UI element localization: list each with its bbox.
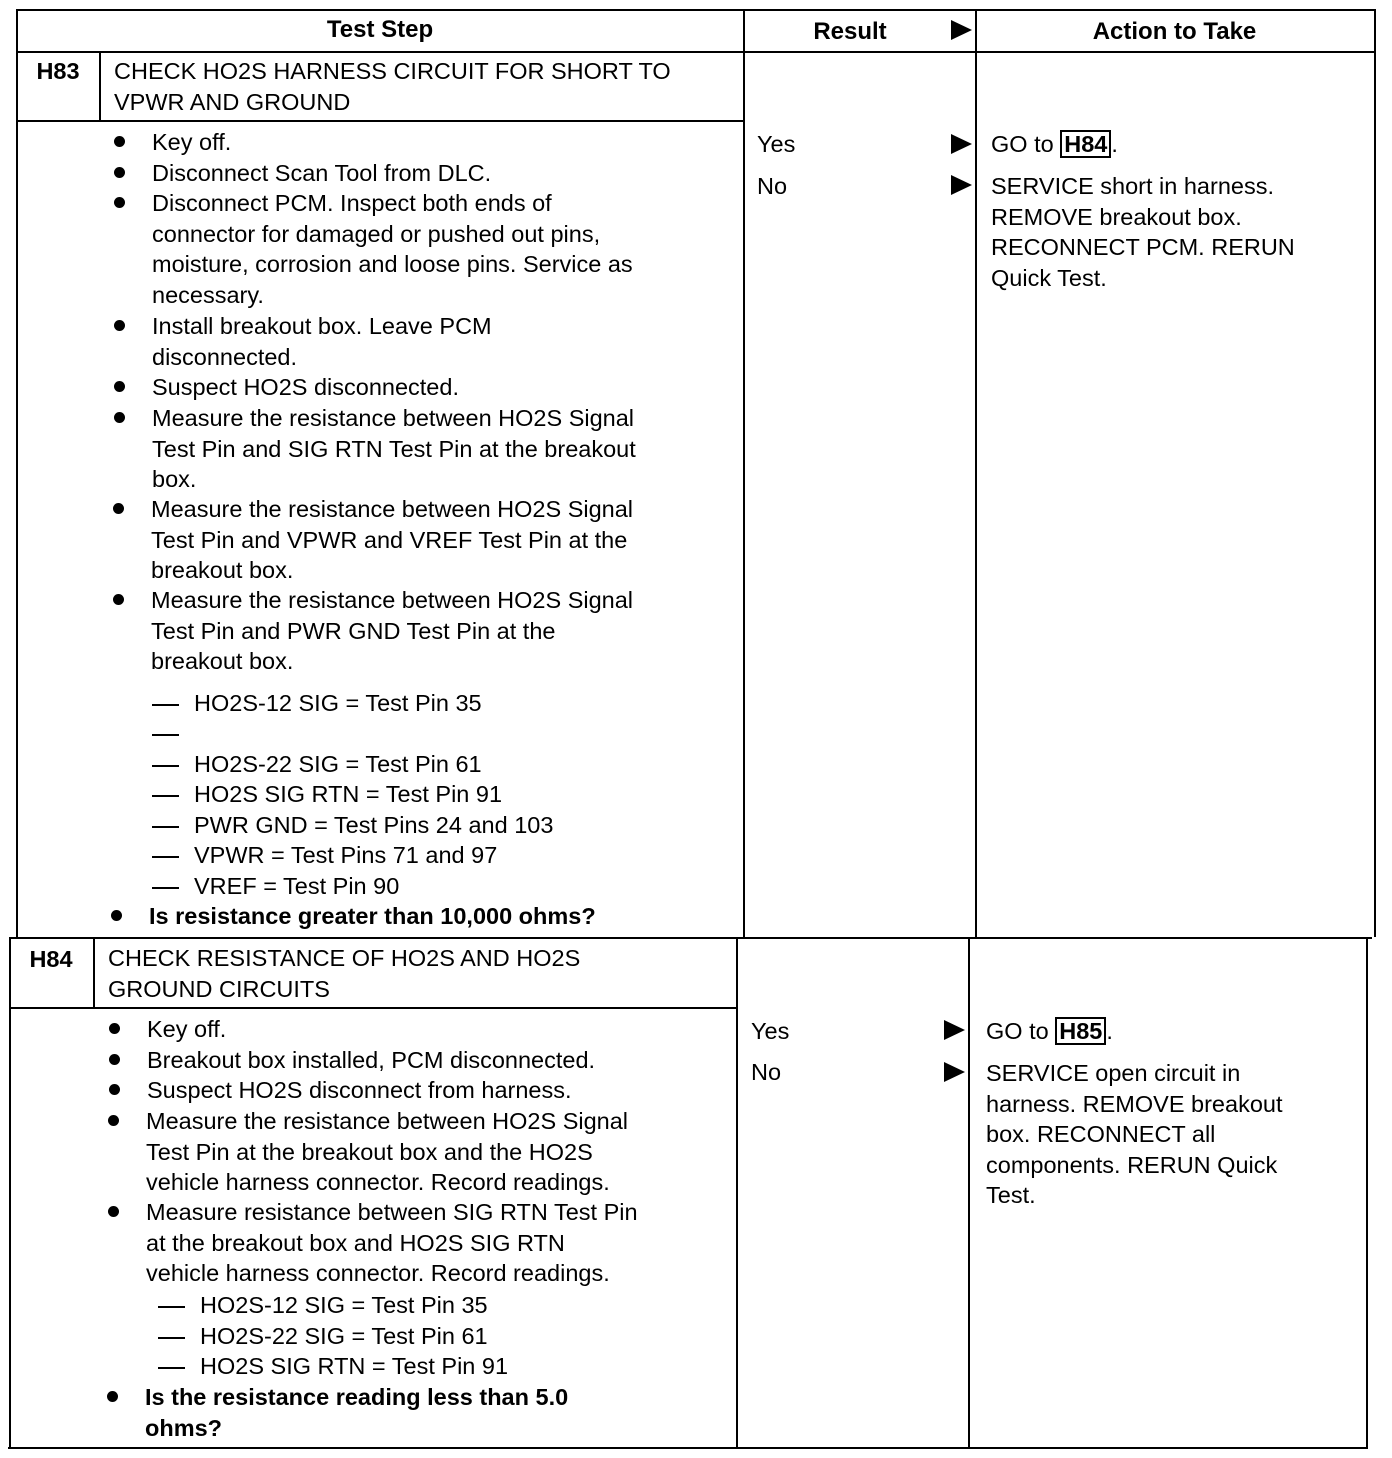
list-item-text: Measure the resistance between HO2S Signal (151, 587, 634, 613)
pin-item: VREF = Test Pin 90 (194, 871, 399, 902)
action-column-border (975, 9, 977, 937)
list-item-text: Key off. (147, 1016, 227, 1042)
list-item (152, 372, 459, 403)
list-item-text: Key off. (152, 129, 232, 155)
result-arrow-icon (944, 1062, 965, 1082)
list-item-text: Test Pin and SIG RTN Test Pin at the breakout (152, 435, 636, 462)
question-text: Is the resistance reading less than 5.0 (145, 1384, 569, 1410)
step-title-line: CHECK RESISTANCE OF HO2S AND HO2S (108, 945, 581, 971)
step-title-line: CHECK HO2S HARNESS CIRCUIT FOR SHORT TO (114, 58, 671, 84)
step-title (108, 943, 580, 1004)
list-item-text: Measure the resistance between HO2S Signal (152, 405, 635, 431)
list-item (152, 403, 636, 495)
step-title-underline (10, 1007, 737, 1009)
list-item-text: Test Pin and PWR GND Test Pin at the (151, 617, 556, 644)
list-item-text: Disconnect Scan Tool from DLC. (152, 160, 492, 186)
list-item-text: breakout box. (151, 648, 294, 674)
list-item-text: necessary. (152, 281, 264, 308)
list-item-text: Disconnect PCM. Inspect both ends of (152, 190, 552, 216)
step-id: H84 (29, 946, 73, 972)
question-text: Is resistance greater than 10,000 ohms? (149, 903, 596, 929)
list-item (147, 1045, 595, 1076)
header-bottom-border (17, 51, 1376, 53)
list-item-text: connector for damaged or pushed out pins, (152, 220, 601, 247)
step-id-divider (93, 937, 95, 1007)
action-yes-suffix: . (1106, 1018, 1113, 1044)
list-item-text: disconnected. (152, 343, 298, 370)
action-no-line: Quick Test. (991, 264, 1107, 291)
list-item (146, 1197, 638, 1289)
list-item-text: Measure the resistance between HO2S Signal (146, 1108, 629, 1134)
list-item-text: at the breakout box and HO2S SIG RTN (146, 1229, 565, 1256)
step-title (114, 56, 671, 117)
table-top-border (17, 9, 1376, 11)
list-item-text: box. (152, 466, 197, 492)
list-item-text: vehicle harness connector. Record readings. (146, 1260, 610, 1286)
header-test-step: Test Step (326, 16, 434, 43)
table-bottom-border (8, 1447, 1368, 1449)
action-yes (991, 129, 1118, 160)
question (145, 1382, 568, 1443)
action-no (986, 1058, 1283, 1211)
action-no-line: RECONNECT PCM. RERUN (991, 234, 1295, 260)
list-item (151, 585, 633, 677)
result-yes: Yes (751, 1018, 790, 1044)
step-title-underline (17, 120, 744, 122)
action-yes (986, 1016, 1113, 1047)
action-no-line: components. RERUN Quick (986, 1151, 1278, 1178)
action-no-line: SERVICE open circuit in (986, 1060, 1241, 1086)
list-item-text: Breakout box installed, PCM disconnected. (147, 1047, 596, 1073)
result-yes: Yes (757, 131, 796, 157)
result-no: No (757, 173, 788, 199)
action-no (991, 171, 1295, 293)
list-item-text: Install breakout box. Leave PCM (152, 313, 492, 339)
result-arrow-icon (951, 175, 972, 195)
step-link-h85[interactable]: H85 (1055, 1017, 1106, 1045)
table-left-border (16, 9, 18, 937)
list-item (152, 127, 231, 158)
pin-item (194, 718, 204, 748)
table-left-border-lower (9, 937, 11, 1448)
table-right-border-lower (1366, 937, 1368, 1448)
action-column-border-lower (968, 937, 970, 1448)
list-item-text: Suspect HO2S disconnect from harness. (147, 1077, 572, 1103)
step-title-line: GROUND CIRCUITS (108, 975, 330, 1002)
action-yes-text: GO to (991, 131, 1054, 157)
list-item-text: Test Pin and VPWR and VREF Test Pin at the (151, 526, 628, 553)
pin-item: HO2S SIG RTN = Test Pin 91 (200, 1351, 508, 1382)
pin-item: VPWR = Test Pins 71 and 97 (194, 840, 497, 871)
step-title-line: VPWR AND GROUND (114, 88, 351, 115)
list-item-text: Measure the resistance between HO2S Signal (151, 496, 634, 522)
action-no-line: box. RECONNECT all (986, 1121, 1216, 1147)
step-link-h84[interactable]: H84 (1060, 130, 1111, 158)
header-result: Result (813, 18, 887, 45)
header-arrow-icon (951, 20, 972, 40)
list-item (147, 1014, 226, 1045)
list-item-text: Suspect HO2S disconnected. (152, 374, 459, 400)
action-no-line: REMOVE breakout box. (991, 203, 1242, 230)
list-item-text: Test Pin at the breakout box and the HO2S (146, 1138, 593, 1165)
list-item-text: breakout box. (151, 557, 294, 583)
header-action: Action to Take (1092, 18, 1257, 45)
result-no: No (751, 1059, 782, 1085)
list-item (152, 158, 491, 189)
pin-item: HO2S-22 SIG = Test Pin 61 (200, 1321, 488, 1352)
row-divider (10, 937, 1372, 939)
list-item (152, 311, 492, 372)
result-column-border (743, 9, 745, 937)
pin-item: PWR GND = Test Pins 24 and 103 (194, 810, 553, 841)
pin-item: HO2S-12 SIG = Test Pin 35 (200, 1290, 488, 1321)
action-no-line: SERVICE short in harness. (991, 173, 1274, 199)
list-item (147, 1075, 572, 1106)
action-no-line: harness. REMOVE breakout (986, 1090, 1283, 1117)
result-column-border-lower (736, 937, 738, 1448)
table-right-border (1374, 9, 1376, 937)
pin-item: HO2S-22 SIG = Test Pin 61 (194, 749, 482, 780)
step-id-divider (99, 51, 101, 120)
list-item-text: Measure resistance between SIG RTN Test Pin (146, 1199, 638, 1225)
pin-item: HO2S SIG RTN = Test Pin 91 (194, 779, 502, 810)
result-arrow-icon (944, 1020, 965, 1040)
question (149, 901, 596, 932)
pin-item: HO2S-12 SIG = Test Pin 35 (194, 688, 482, 719)
action-no-line: Test. (986, 1182, 1036, 1208)
action-yes-suffix: . (1111, 131, 1118, 157)
list-item (152, 188, 633, 310)
list-item (146, 1106, 628, 1198)
result-arrow-icon (951, 134, 972, 154)
list-item-text: moisture, corrosion and loose pins. Service as (152, 251, 633, 277)
question-text: ohms? (145, 1414, 223, 1441)
list-item-text: vehicle harness connector. Record readings. (146, 1169, 610, 1195)
step-id: H83 (36, 58, 80, 84)
action-yes-text: GO to (986, 1018, 1049, 1044)
list-item (151, 494, 633, 586)
